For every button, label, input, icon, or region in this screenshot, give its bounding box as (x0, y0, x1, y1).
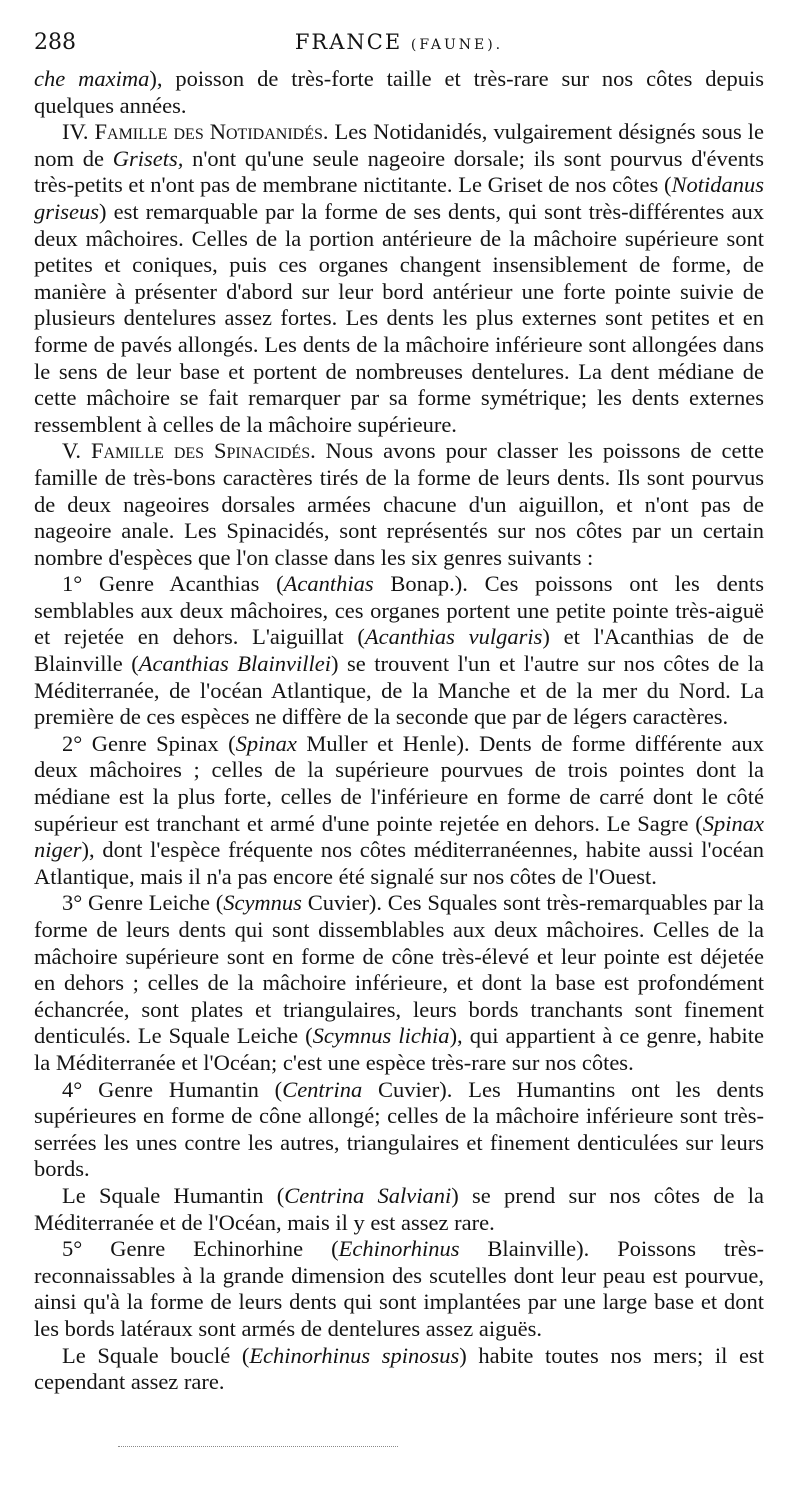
italic-run: Spinax (235, 730, 297, 756)
text-run: Le Squale Humantin ( (62, 1182, 285, 1208)
text-run: 5° Genre Echinorhine ( (62, 1236, 339, 1262)
text-run: Les Notidanidés, vulgairement désignés sous le nom de (34, 119, 765, 171)
italic-run: Centrina Salviani (284, 1182, 452, 1208)
text-run: 4° Genre Humantin ( (62, 1076, 283, 1102)
text-run: ) se prend sur nos côtes de la Méditerranée et de l'Océan, mais il y est assez rare. (34, 1182, 764, 1235)
paragraph-1 (34, 119, 764, 438)
italic-run: Spinax niger (34, 810, 764, 863)
italic-run: Centrina (282, 1076, 363, 1102)
page-number: 288 (34, 30, 76, 55)
text-run: 1° Genre Acanthias ( (62, 571, 284, 597)
text-run: Blainville). Poissons très-reconnaissables à la grande dimension des scutelles dont leur peau est pourvue, ainsi qu'à la forme de leurs dents qui sont implantées par une large base et dont les bords latéraux sont armés de dentelures assez aiguës. (34, 1236, 764, 1341)
italic-run: Grisets, (112, 145, 184, 171)
italic-run: che maxima (34, 66, 150, 91)
text-run: ), qui appartient à ce genre, habite la Méditerranée et l'Océan; c'est une espèce très-rare sur nos côtes. (34, 1023, 764, 1075)
paragraph-8 (34, 1236, 764, 1342)
text-run: Le Squale bouclé ( (62, 1342, 250, 1368)
paragraph-2 (34, 438, 764, 571)
text-run: Nous avons pour classer les poissons de cette famille de très-bons caractères tirés de la forme de leurs dents. Ils sont pourvus de deux nageoires dorsales armées chacune d'un aiguillon, et n'ont pas de nageoire anale. Les Spinacidés, sont représentés sur nos côtes par un certain nombre d'espèces que l'on classe dans les six genres suivants : (34, 438, 765, 570)
paragraph-4 (34, 731, 764, 891)
text-run: V. (62, 438, 91, 464)
text-run: ) et l'Acanthias de de Blainville ( (34, 624, 764, 677)
text-run: Muller et Henle). Dents de forme différente aux deux mâchoires ; celles de la supérieure pourvues de trois pointes dont la médiane est la plus forte, celles de l'inférieure en forme de carré dont le côté supérieur est tranchant et armé d'une pointe rejetée en dehors. Le Sagre ( (34, 730, 764, 836)
italic-run: Notidanus griseus (34, 172, 764, 224)
paragraph-5 (34, 890, 764, 1076)
text-run: IV. (62, 119, 95, 145)
text-run: Cuvier). Ces Squales sont très-remarquables par la forme de leurs dents qui sont dissemblables aux deux mâchoires. Celles de la mâchoire supérieure sont en forme de cône très-élevé et leur pointe est déjetée en dehors ; celles de la mâchoire inférieure, et dont la base est profondément échancrée, sont plates et triangulaires, leurs bords tranchants sont finement denticulés. Le Squale Leiche ( (34, 890, 764, 1049)
italic-run: Acanthias Blainvillei (138, 651, 331, 677)
italic-run: Scymnus (223, 890, 302, 916)
footer-rule (118, 1446, 398, 1447)
italic-run: Acanthias (283, 571, 374, 597)
running-title-main: FRANCE (294, 30, 403, 54)
text-run: Cuvier). Les Humantins ont les dents supérieures en forme de cône allongé; celles de la mâchoire inférieure sont très-serrées les unes contre les autres, triangulaires et finement denticulées sur leurs bords. (34, 1076, 764, 1182)
italic-run: Scymnus lichia (312, 1023, 450, 1049)
text-run: ), dont l'espèce fréquente nos côtes méditerranéennes, habite aussi l'océan Atlantique, mais il n'a pas encore été signalé sur nos côtes de l'Ouest. (34, 837, 764, 889)
running-head (34, 30, 764, 62)
text-run: ) est remarquable par la forme de ses dents, qui sont très-différentes aux deux mâchoires. Celles de la portion antérieure de la mâchoire supérieure sont petites et coniques, puis ces organes changent insensiblement de forme, de manière à présenter d'abord sur leur bord antérieur une forte pointe suivie de plusieurs dentelures assez fortes. Les dents les plus externes sont petites et en forme de pavés allongés. Les dents de la mâchoire inférieure sont allongées dans le sens de leur base et portent de nombreuses dentelures. La dent médiane de cette mâchoire se fait remarquer par sa forme symétrique; les dents externes ressemblent à celles de la mâchoire supérieure. (34, 198, 764, 437)
italic-run: Echinorhinus (338, 1236, 460, 1262)
text-run: 3° Genre Leiche ( (62, 890, 224, 916)
text-run: n'ont qu'une seule nageoire dorsale; ils sont pourvus d'évents très-petits et n'ont pas de membrane nictitante. Le Griset de nos côtes ( (34, 145, 764, 198)
running-title-sub: (FAUNE). (410, 37, 504, 53)
text-run: ), poisson de très-forte taille et très-rare sur nos côtes depuis quelques années. (34, 66, 764, 118)
paragraph-0 (34, 66, 764, 119)
family-heading: Famille des Spinacidés. (90, 438, 316, 464)
paragraph-3 (34, 571, 764, 731)
text-run: Bonap.). Ces poissons ont les dents semblables aux deux mâchoires, ces organes portent une petite pointe très-aiguë et rejetée en dehors. L'aiguillat ( (34, 571, 764, 650)
italic-run: Acanthias vulgaris (364, 624, 543, 650)
paragraph-9 (34, 1343, 764, 1396)
text-run: 2° Genre Spinax ( (62, 730, 236, 756)
paragraph-7 (34, 1183, 764, 1236)
running-title (34, 30, 764, 54)
family-heading: Famille des Notidanidés. (94, 119, 329, 145)
paragraph-6 (34, 1077, 764, 1183)
body-text (34, 66, 764, 1396)
italic-run: Echinorhinus spinosus (249, 1342, 460, 1368)
text-run: ) se trouvent l'un et l'autre sur nos côtes de la Méditerranée, de l'océan Atlantique, de la Manche et de la mer du Nord. La première de ces espèces ne diffère de la seconde que par de légers caractères. (34, 651, 764, 730)
text-run: ) habite toutes nos mers; il est cependant assez rare. (34, 1342, 764, 1395)
